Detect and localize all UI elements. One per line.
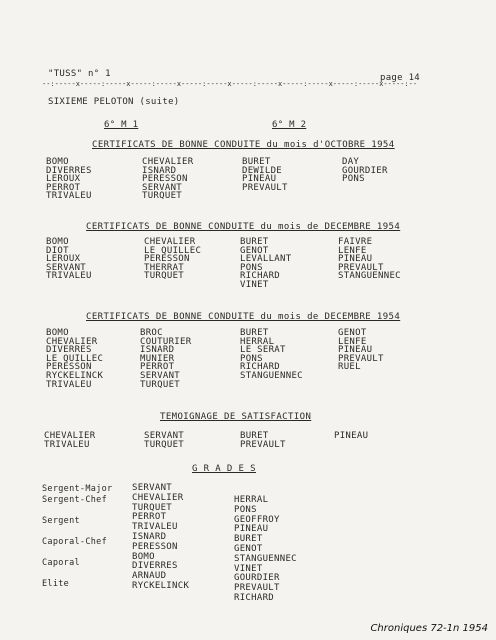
class-6m1: 6° M 1 — [104, 120, 139, 130]
names-col-1: BOMO DIVERRES LEROUX PERROT TRIVALEU — [46, 157, 92, 202]
section-title-december-1: CERTIFICATS DE BONNE CONDUITE du mois de DECEMBRE 1954 — [86, 222, 401, 232]
names-col-1: BOMO CHEVALIER DIVERRES LE QUILLEC PERESSON RYCKELINCK TRIVALEU — [46, 328, 104, 390]
grades-title: G R A D E S — [192, 464, 257, 474]
names-col-3: BURET PREVAULT — [240, 431, 286, 450]
doc-reference: "TUSS" n° 1 — [48, 69, 111, 79]
names-col-3: BURET HERRAL LE SERAT PONS RICHARD STANGUENNEC — [240, 328, 303, 381]
names-col-2: CHEVALIER ISNARD PERESSON SERVANT TURQUET — [142, 157, 194, 202]
names-col-4: GENOT LENFE PINEAU PREVAULT RUEL — [338, 328, 384, 373]
class-6m2: 6° M 2 — [272, 120, 307, 130]
names-col-4: PINEAU — [334, 431, 369, 441]
grades-col-3: HERRAL PONS GEOFFROY PINEAU BURET GENOT STANGUENNEC VINET GOURDIER PREVAULT RICHARD — [234, 495, 297, 603]
page-number: page 14 — [380, 73, 421, 83]
section-title-december-2: CERTIFICATS DE BONNE CONDUITE du mois de DECEMBRE 1954 — [86, 312, 401, 322]
peloton-heading: SIXIEME PELOTON (suite) — [48, 97, 180, 107]
names-col-2: BROC COUTURIER ISNARD MUNIER PERROT SERVANT TURQUET — [140, 328, 192, 390]
section-title-satisfaction: TEMOIGNAGE DE SATISFACTION — [160, 412, 312, 422]
names-col-4: FAIVRE LENFE PINEAU PREVAULT STANGUENNEC — [338, 237, 401, 282]
grades-col-2: SERVANT CHEVALIER TURQUET PERROT TRIVALEU ISNARD PERESSON BOMO DIVERRES ARNAUD RYCKELINCK — [132, 483, 190, 591]
names-col-2: SERVANT TURQUET — [144, 431, 185, 450]
rank-labels: Sergent-Major Sergent-Chef Sergent Caporal-Chef Caporal Elite — [42, 484, 113, 590]
names-col-3: BURET GENOT LEVALLANT PONS RICHARD VINET — [240, 237, 292, 290]
separator-rule: --:-----x-----:-----x-----:-----x-----:-----x-----:-----x-----:-----x-----:-----x-----:-- — [42, 80, 418, 88]
names-col-1: BOMO DIOT LEROUX SERVANT TRIVALEU — [46, 237, 92, 282]
footer-caption: Chroniques 72-1n 1954 — [370, 623, 488, 634]
section-title-october: CERTIFICATS DE BONNE CONDUITE du mois d'OCTOBRE 1954 — [92, 140, 395, 150]
names-col-1: CHEVALIER TRIVALEU — [44, 431, 96, 450]
names-col-4: DAY GOURDIER PONS — [342, 157, 388, 185]
names-col-3: BURET DEWILDE PINEAU PREVAULT — [242, 157, 288, 193]
names-col-2: CHEVALIER LE QUILLEC PERESSON THERRAT TURQUET — [144, 237, 202, 282]
